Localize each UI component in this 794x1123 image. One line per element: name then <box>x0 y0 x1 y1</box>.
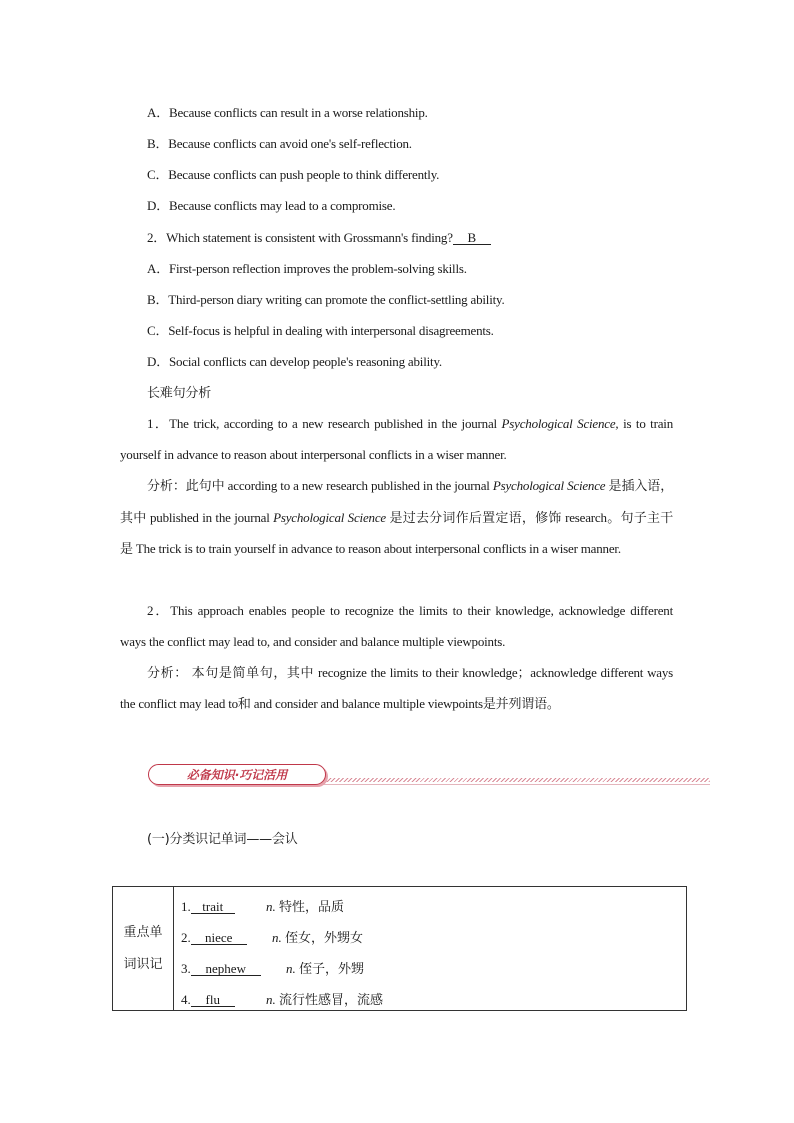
q2-stem <box>147 230 491 246</box>
analysis-1 <box>120 470 673 564</box>
analysis-1-a: 此句中 according to a new research published in the journal <box>185 478 493 493</box>
vocab-meaning: 特性，品质 <box>279 900 345 915</box>
vocab-row-num: 4. <box>181 992 191 1007</box>
vocab-pos: n. <box>286 961 296 976</box>
analysis-1-c: 是过去分词作后置定语，修饰 research。句子主干是 The trick is to train yourself in advance to reason about interpersonal conflicts in a wiser manner. <box>120 510 674 556</box>
vocab-row <box>181 958 364 977</box>
vocab-row-num: 3. <box>181 961 191 976</box>
subsection-heading: (一)分类识记单词——会认 <box>147 832 298 847</box>
vocab-meaning: 流行性感冒，流感 <box>279 993 384 1008</box>
analysis-heading: 长难句分析 <box>147 386 212 401</box>
vocab-word: nephew <box>191 962 261 976</box>
q1-option-d: D．Because conflicts may lead to a compromise. <box>147 198 396 213</box>
vocab-label-line-2: 词识记 <box>123 956 163 972</box>
sentence-2: 2．This approach enables people to recognize the limits to their knowledge, acknowledge different ways the conflict may lead to, and consider and balance multiple viewpoints. <box>120 603 673 649</box>
vocab-word: trait <box>191 900 235 914</box>
banner-underline <box>296 784 710 785</box>
vocab-pos: n. <box>266 992 276 1007</box>
q2-answer: B <box>453 231 491 245</box>
vocab-row <box>181 927 363 946</box>
vocab-meaning: 侄女，外甥女 <box>285 931 364 946</box>
q1-option-c: C．Because conflicts can push people to think differently. <box>147 167 440 182</box>
banner-hatched-rule <box>326 778 710 782</box>
q2-option-c: C．Self-focus is helpful in dealing with interpersonal disagreements. <box>147 323 494 338</box>
vocab-meaning: 侄子，外甥 <box>299 962 365 977</box>
vocab-word: flu <box>191 993 235 1007</box>
vocab-word: niece <box>191 931 247 945</box>
vocab-table-label <box>113 887 174 1010</box>
analysis-1-label: 分析： <box>147 479 186 494</box>
vocab-pos: n. <box>266 899 276 914</box>
analysis-1-b: 是插入语，其中 published in the journal <box>120 478 674 525</box>
vocab-table <box>112 886 687 1011</box>
vocab-label-line-1: 重点单 <box>123 924 163 940</box>
q2-option-d: D．Social conflicts can develop people's reasoning ability. <box>147 354 442 369</box>
vocab-pos: n. <box>272 930 282 945</box>
vocab-row <box>181 989 383 1008</box>
vocab-row <box>181 896 344 915</box>
sentence-1-journal: Psychological Science, <box>501 416 619 431</box>
sentence-1 <box>120 408 673 470</box>
section-banner <box>146 762 710 788</box>
analysis-1-journal-2: Psychological Science <box>273 510 386 525</box>
sentence-1-pre: 1．The trick, according to a new research published in the journal <box>147 416 502 431</box>
vocab-row-num: 1. <box>181 899 191 914</box>
q2-option-a: A．First-person reflection improves the problem-solving skills. <box>147 261 467 276</box>
q2-stem-text: 2．Which statement is consistent with Grossmann's finding? <box>147 230 453 245</box>
banner-title: 必备知识·巧记活用 <box>148 764 326 785</box>
q1-option-b: B．Because conflicts can avoid one's self-reflection. <box>147 136 412 151</box>
analysis-2: 分析： 本句是简单句，其中 recognize the limits to their knowledge；acknowledge different ways the conflict may lead to和 and consider and balance multiple viewpoints是并列谓语。 <box>120 665 673 711</box>
analysis-1-journal-1: Psychological Science <box>492 478 606 493</box>
q1-option-a: A．Because conflicts can result in a worse relationship. <box>147 105 428 120</box>
q2-option-b: B．Third-person diary writing can promote the conflict-settling ability. <box>147 292 505 307</box>
vocab-row-num: 2. <box>181 930 191 945</box>
sentence-1-post: is to train yourself in advance to reason about interpersonal conflicts in a wiser manner. <box>120 416 674 462</box>
